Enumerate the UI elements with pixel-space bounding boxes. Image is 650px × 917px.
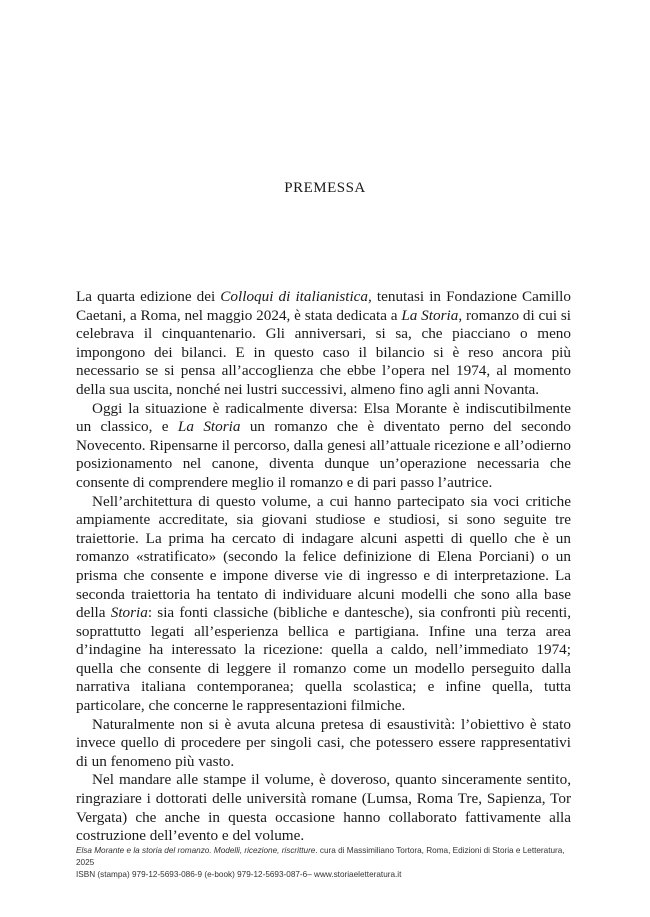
paragraph-text: La quarta edizione dei [76, 288, 221, 305]
paragraph-text: , tenutasi in Fondazione Camillo Caetani, a Roma, nel maggio 2024, è stata dedicata a [76, 288, 571, 324]
italic-title: La Storia [177, 418, 241, 436]
italic-title: Storia [110, 604, 148, 622]
footer-isbn: ISBN (stampa) 979-12-5693-086-9 (e-book) 979-12-5693-087-6– www.storiaeletteratura.it [76, 870, 402, 879]
paragraph-text: Nel mandare alle stampe il volume, è doveroso, quanto sinceramente sentito, ringraziare i dottorati delle università romane (Lumsa, Roma Tre, Sapienza, Tor Vergata) che anche in questa occasione hanno collaborato fattivamente alla costruzione dell’evento e del volume. [76, 771, 571, 845]
paragraph-text: Oggi la situazione è radicalmente diversa: Elsa Morante è indiscutibilmente un classico, e [76, 399, 571, 436]
body-text [76, 288, 571, 846]
body-paragraph [76, 493, 571, 716]
paragraph-text: Naturalmente non si è avuta alcuna pretesa di esaustività: l’obiettivo è stato invece quello di procedere per singoli casi, che potessero essere rappresentativi di un fenomeno più vasto. [76, 715, 571, 770]
page-footer [76, 845, 571, 881]
page-heading: PREMESSA [284, 180, 366, 196]
paragraph-text: : sia fonti classiche (bibliche e dantesche), sia confronti più recenti, soprattutto legati all’esperienza bellica e partigiana. Infine una terza area d’indagine ha interessato la ricezione: quella a caldo, nell’immediato 1974; quella che consente di leggere il romanzo come un modello perseguito dalla narrativa italiana contemporanea; quella scolastica; e infine quella, tutta particolare, che concerne le rappresentazioni filmiche. [76, 604, 571, 715]
footer-citation-title: Elsa Morante e la storia del romanzo. Modelli, ricezione, riscritture [76, 846, 316, 855]
paragraph-text: Nell’architettura di questo volume, a cui hanno partecipato sia voci critiche ampiamente accreditate, sia giovani studiose e studiosi, si sono seguite tre traiettorie. La prima ha cercato di indagare alcuni aspetti di quello che è un romanzo «stratificato» (secondo la felice definizione di Elena Porciani) o un prisma che consente e impone diverse vie di ingresso e di interpretazione. La seconda traiettoria ha tentato di individuare alcuni modelli che sono alla base della [76, 492, 571, 622]
paragraph-text: , romanzo di cui si celebrava il cinquantenario. Gli anniversari, si sa, che piacciano o meno impongono dei bilanci. E in questo caso il bilancio si è reso ancora più necessario se si pensa all’accoglienza che ebbe l’opera nel 1974, al momento della sua uscita, nonché nei lustri successivi, almeno fino agli anni Novanta. [76, 306, 572, 398]
body-paragraph [76, 400, 571, 493]
footer-citation [76, 845, 571, 869]
body-paragraph [76, 288, 571, 400]
paragraph-text: un romanzo che è diventato perno del secondo Novecento. Ripensarne il percorso, dalla genesi all’attuale ricezione e all’odierno posizionamento nel canone, diventa dunque un’operazione necessaria che consente di comprendere meglio il romanzo e di pari passo l’autrice. [76, 418, 571, 491]
body-paragraph [76, 716, 571, 772]
italic-title: Colloqui di italianistica [220, 288, 369, 305]
italic-title: La Storia [401, 306, 459, 324]
footer-citation-rest: . cura di Massimiliano Tortora, Roma, Edizioni di Storia e Letteratura, 2025 [76, 846, 565, 867]
body-paragraph [76, 771, 571, 845]
